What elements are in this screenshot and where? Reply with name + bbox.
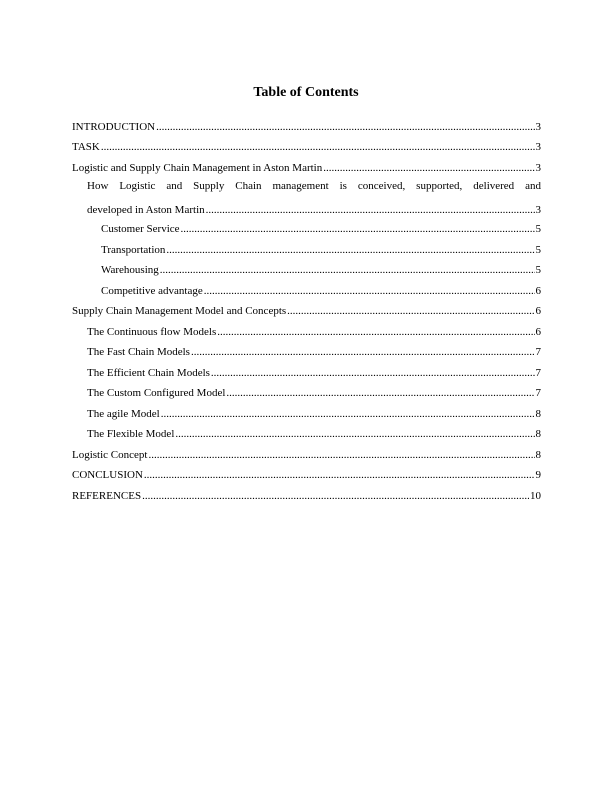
toc-entry-agile-model[interactable] [72, 400, 541, 421]
toc-entry-introduction[interactable] [72, 113, 541, 134]
toc-entry-label-line-1: How Logistic and Supply Chain management is conceived, supported, delivered and [87, 179, 541, 192]
toc-entry-transportation[interactable] [72, 236, 541, 257]
toc-page-number: 8 [535, 448, 541, 461]
toc-page-number: 8 [535, 428, 541, 440]
dot-leader [175, 427, 534, 441]
toc-entry-supply-chain-models-concepts[interactable] [72, 298, 541, 319]
toc-entry-how-logistic-supply-chain[interactable] [72, 175, 541, 216]
toc-page-number: 5 [535, 223, 541, 235]
toc-entry-label: Supply Chain Management Model and Concepts [72, 305, 287, 317]
toc-entry-label: Transportation [101, 243, 166, 256]
toc-entry-label: The Fast Chain Models [87, 346, 190, 358]
toc-entry-label: The Custom Configured Model [87, 387, 226, 399]
toc-entry-label: The Continuous flow Models [87, 325, 217, 338]
toc-entry-references[interactable] [72, 482, 541, 503]
toc-entry-custom-configured-model[interactable] [72, 380, 541, 401]
dot-leader [181, 222, 535, 236]
dot-leader [161, 407, 535, 421]
toc-entry-label: Customer Service [101, 223, 180, 235]
toc-entry-label: Competitive advantage [101, 284, 203, 297]
table-of-contents [72, 113, 541, 503]
dot-leader [206, 203, 535, 217]
toc-entry-customer-service[interactable] [72, 216, 541, 237]
toc-entry-flexible-model[interactable] [72, 421, 541, 442]
dot-leader [142, 489, 529, 503]
toc-entry-competitive-advantage[interactable] [72, 277, 541, 298]
toc-entry-label-line-2: developed in Aston Martin [87, 203, 205, 216]
toc-page-number: 6 [535, 284, 541, 297]
dot-leader [191, 345, 535, 359]
toc-entry-fast-chain-models[interactable] [72, 339, 541, 360]
toc-entry-continuous-flow-models[interactable] [72, 318, 541, 339]
toc-page-number: 3 [535, 161, 541, 174]
toc-entry-task[interactable] [72, 134, 541, 155]
dot-leader [166, 243, 534, 257]
dot-leader [101, 140, 535, 154]
toc-page-number: 5 [535, 264, 541, 276]
toc-entry-label: REFERENCES [72, 489, 142, 502]
toc-entry-label: The Flexible Model [87, 428, 175, 440]
toc-page-number: 6 [535, 305, 541, 317]
toc-page-number: 9 [535, 469, 541, 481]
toc-entry-line-2 [87, 196, 541, 217]
dot-leader [144, 468, 535, 482]
toc-page-number: 3 [535, 141, 541, 153]
dot-leader [156, 120, 534, 134]
dot-leader [287, 304, 534, 318]
dot-leader [226, 386, 534, 400]
dot-leader [217, 325, 534, 339]
toc-page-number: 7 [535, 346, 541, 358]
toc-entry-label: The agile Model [87, 407, 160, 420]
toc-entry-label: INTRODUCTION [72, 120, 156, 133]
toc-entry-conclusion[interactable] [72, 462, 541, 483]
toc-page-number: 7 [535, 366, 541, 379]
toc-entry-label: Logistic Concept [72, 448, 148, 461]
toc-page-number: 10 [530, 489, 541, 502]
dot-leader [323, 161, 534, 175]
toc-entry-logistic-concept[interactable] [72, 441, 541, 462]
toc-page-number: 6 [535, 325, 541, 338]
toc-title: Table of Contents [253, 85, 359, 100]
toc-entry-efficient-chain-models[interactable] [72, 359, 541, 380]
dot-leader [204, 284, 535, 298]
dot-leader [211, 366, 535, 380]
toc-page-number: 3 [535, 120, 541, 133]
toc-entry-label: The Efficient Chain Models [87, 366, 210, 379]
toc-page-number: 5 [535, 243, 541, 256]
dot-leader [148, 448, 534, 462]
toc-entry-warehousing[interactable] [72, 257, 541, 278]
toc-page-number: 8 [535, 407, 541, 420]
dot-leader [160, 263, 535, 277]
toc-page-number: 7 [535, 387, 541, 399]
toc-page-number: 3 [535, 203, 541, 216]
toc-entry-label: Warehousing [101, 264, 159, 276]
toc-entry-label: Logistic and Supply Chain Management in Aston Martin [72, 161, 323, 174]
toc-entry-logistic-supply-chain-aston-martin[interactable] [72, 154, 541, 175]
toc-entry-label: CONCLUSION [72, 469, 143, 481]
toc-entry-label: TASK [72, 141, 100, 153]
